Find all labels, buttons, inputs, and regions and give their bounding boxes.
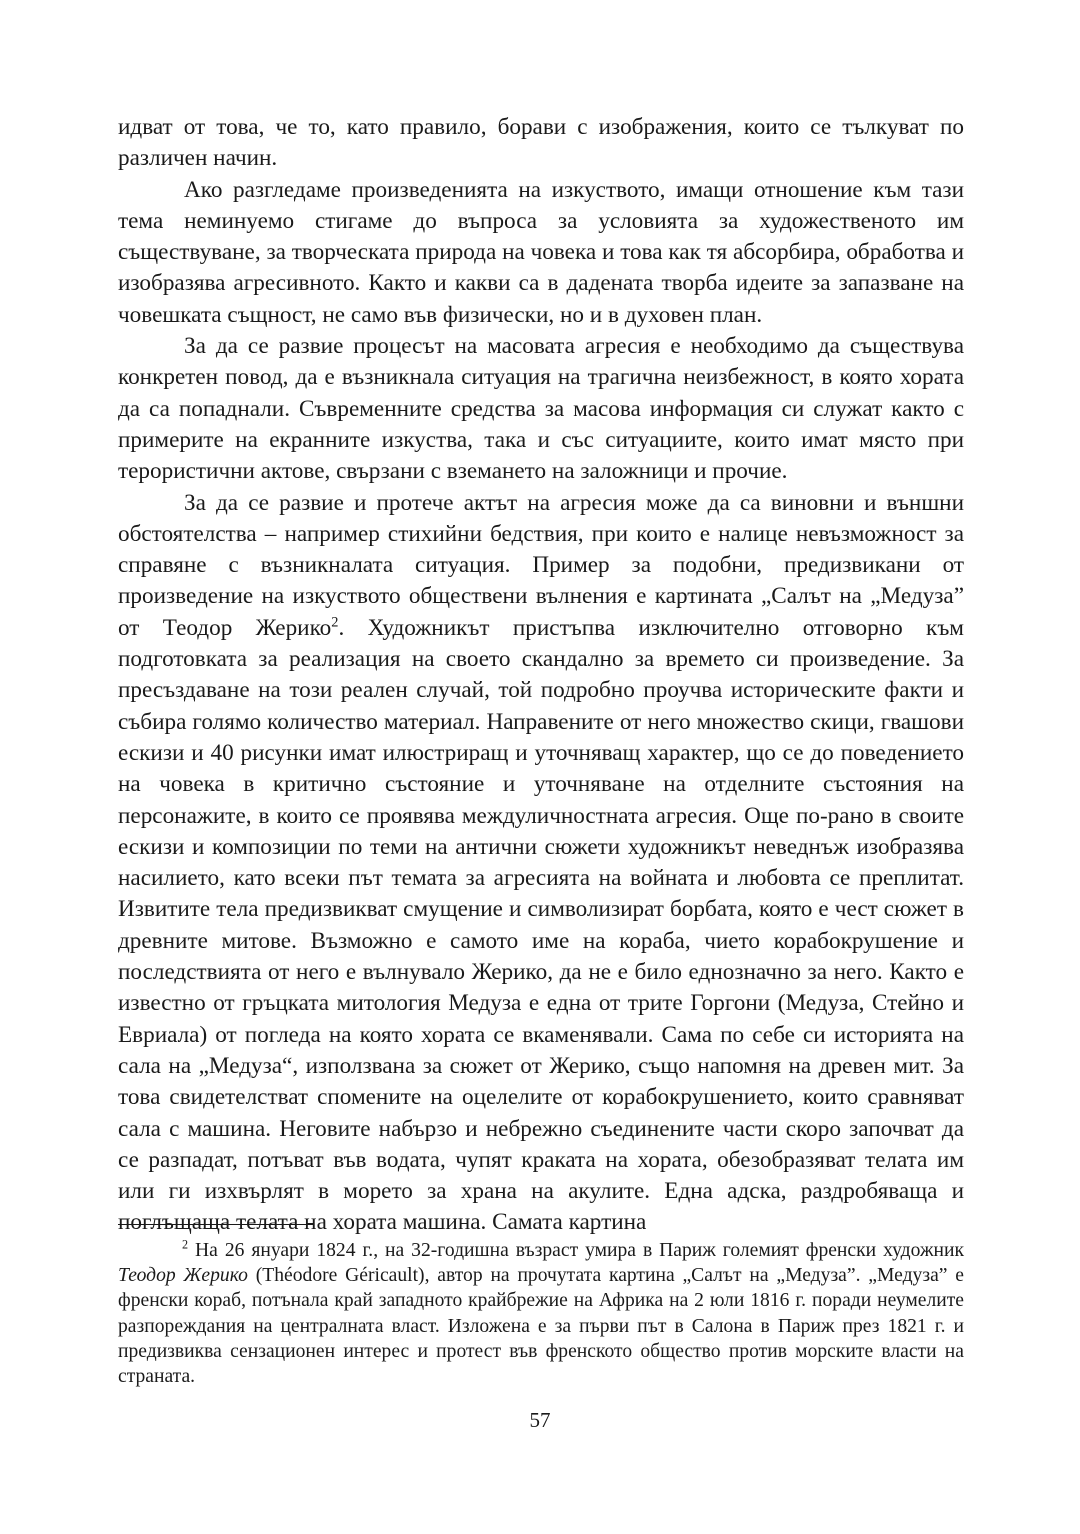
footnote-separator-rule [118,1224,314,1225]
footnote [118,1238,964,1389]
footnote-text-part2: (Théodore Géricault), автор на прочутата картина „Салът на „Медуза”. „Медуза” е френски кораб, потънала край западното крайбрежие на Африка на 2 юли 1816 г. поради неумелите разпореждания на централната власт. Изложена е за първи път в Салона в Париж през 1821 г. и предизвиква сензационен интерес и протест във френското общество против морските власти на страната. [118,1265,964,1388]
paragraph-continued: идват от това, че то, като правило, борави с изображения, които се тълкуват по различен начин. [118,114,964,172]
footnote-text-part1: На 26 януари 1824 г., на 32-годишна възраст умира в Париж големият френски художник [188,1240,964,1261]
footnote-artist-name: Теодор Жерико [118,1265,248,1287]
main-text-column [118,112,964,1239]
paragraph-medusa-raft-part1: За да се развие и протече актът на агресия може да са виновни и външни обстоятелства – например стихийни бедствия, при които е налице невъзможност за справяне с възникналата ситуация. Пример за подобни, предизвикани от произведение на изкуството обществени вълнения е картината „Салът на „Медуза” от Теодор Жерико [118,489,964,641]
paragraph-mass-aggression: За да се развие процесът на масовата агресия е необходимо да съществува конкретен повод, да е възникнала ситуация на трагична неизбежност, в която хората да са попаднали. Съвременните средства за масова информация си служат както с примерите на екранните изкуства, така и със ситуациите, които имат място при терористични актове, свързани с вземането на заложници и прочие. [118,333,964,485]
paragraph-art-works: Ако разгледаме произведенията на изкуството, имащи отношение към тази тема неминуемо стигаме до въпроса за условията за художественото им съществуване, за творческата природа на човека и това как тя абсорбира, обработва и изобразява агресивното. Както и какви са в дадената творба идеите за запазване на човешката същност, не само във физически, но и в духовен план. [118,176,964,328]
footnote-reference-mark: 2 [331,614,339,631]
footnote-number: 2 [182,1237,189,1252]
paragraph-medusa-raft [118,488,964,1239]
page-number: 57 [529,1408,551,1432]
paragraph-medusa-raft-part2: . Художникът пристъпва изключително отговорно към подготовката за реализация на своето скандално за времето си произведение. За пресъздаване на този реален случай, той подробно проучва историческите факти и събира голямо количество материал. Направените от него множество скици, гвашови ескизи и 40 рисунки имат илюстриращ и уточняващ характер, що се до поведението на човека в критично състояние и уточняване на отделните състояния на персонажите, в които се проявява междуличностната агресия. Още по-рано в своите ескизи и композиции по теми на антични сюжети художникът неведнъж изобразява насилието, като всеки път темата за агресията на войната и любовта се преплитат. Извитите тела предизвикват смущение и символизират борбата, която е чест сюжет в древните митове. Възможно е самото име на кораба, чието корабокрушение и последствията от него е вълнувало Жерико, да не е било еднозначно за него. Както е известно от гръцката митология Медуза е една от трите Горгони (Медуза, Стейно и Евриала) от погледа на която хората се вкаменявали. Сама по себе си историята на сала на „Медуза“, използвана за сюжет от Жерико, също напомня на древен мит. За това свидетелстват спомените на оцелелите от корабокрушението, които сравняват сала с машина. Неговите набързо и небрежно съединените части скоро започват да се разпадат, потъват във водата, чупят краката на хората, обезобразяват телата им или ги изхвърлят в морето за храна на акулите. Една адска, раздробяваща и поглъщаща телата на хората машина. Самата картина [118,614,964,1236]
